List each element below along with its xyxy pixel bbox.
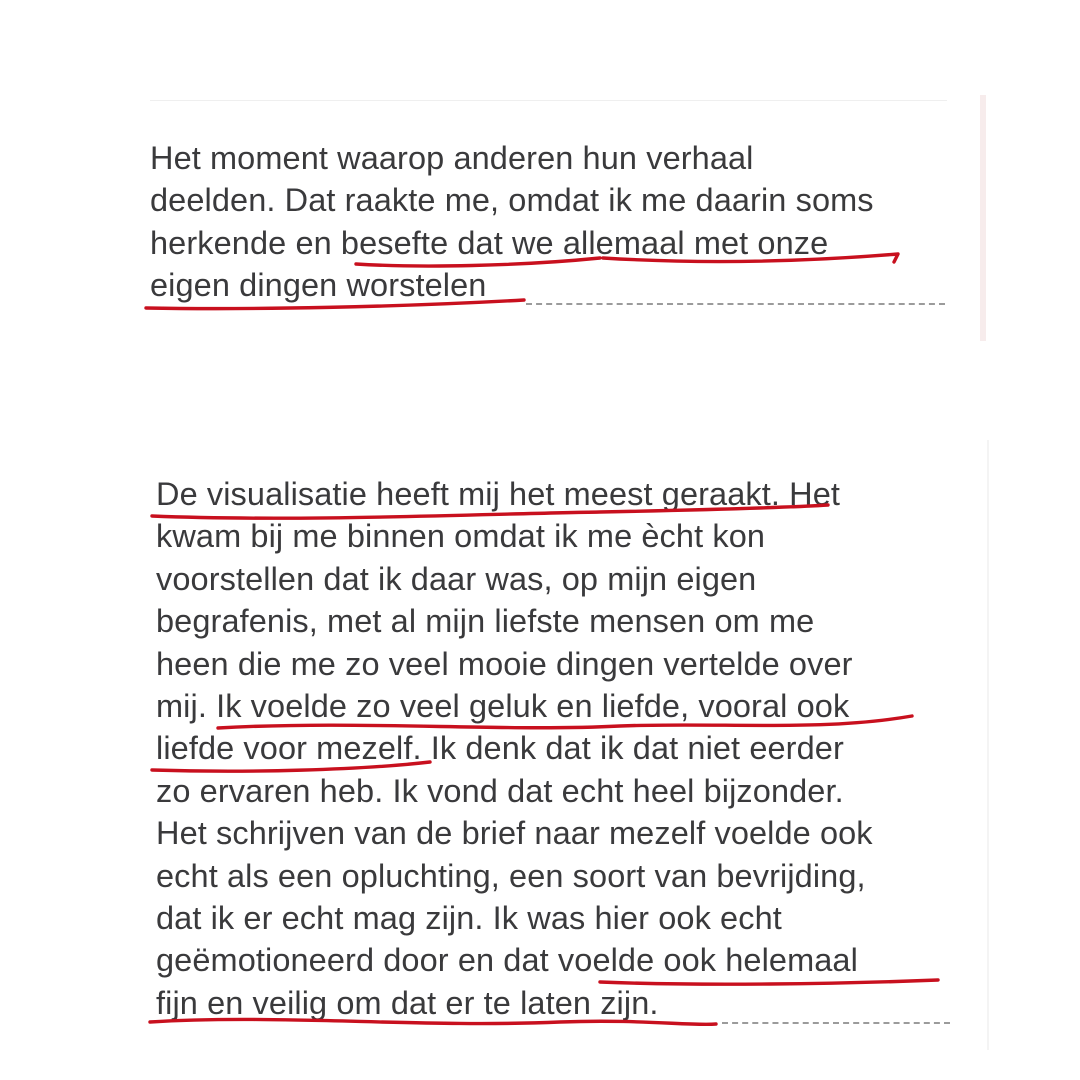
text-line: Het moment waarop anderen hun verhaal [150,140,754,176]
text-line: dat ik er echt mag zijn. Ik was hier ook echt [156,899,782,936]
response-text-2[interactable] [156,473,873,1024]
text-line: herkende en besefte dat we allemaal met onze [150,224,829,261]
scroll-edge-1 [980,95,986,341]
text-line: kwam bij me binnen omdat ik me ècht kon [156,518,766,555]
text-line: mij. Ik voelde zo veel geluk en liefde, vooral ook [156,687,850,724]
text-line: echt als een opluchting, een soort van bevrijding, [156,857,866,894]
text-line: geëmotioneerd door en dat voelde ook helemaal [156,942,858,979]
dotted-input-rule [722,1022,950,1024]
text-line: fijn en veilig om dat er te laten zijn. [156,984,659,1021]
response-text-1[interactable] [150,137,874,307]
top-divider [150,100,947,101]
text-line: heen die me zo veel mooie dingen vertelde over [156,645,853,682]
text-line: De visualisatie heeft mij het meest geraakt. Het [156,476,840,512]
text-line: eigen dingen worstelen [150,267,487,304]
text-line: Het schrijven van de brief naar mezelf voelde ook [156,815,873,852]
text-line: begrafenis, met al mijn liefste mensen om me [156,603,815,640]
scroll-edge-2 [987,440,989,1050]
text-line: deelden. Dat raakte me, omdat ik me daarin soms [150,182,874,219]
dotted-input-rule [526,303,945,305]
text-line: zo ervaren heb. Ik vond dat echt heel bijzonder. [156,772,844,809]
text-line: liefde voor mezelf. Ik denk dat ik dat niet eerder [156,730,844,767]
text-line: voorstellen dat ik daar was, op mijn eigen [156,560,757,597]
